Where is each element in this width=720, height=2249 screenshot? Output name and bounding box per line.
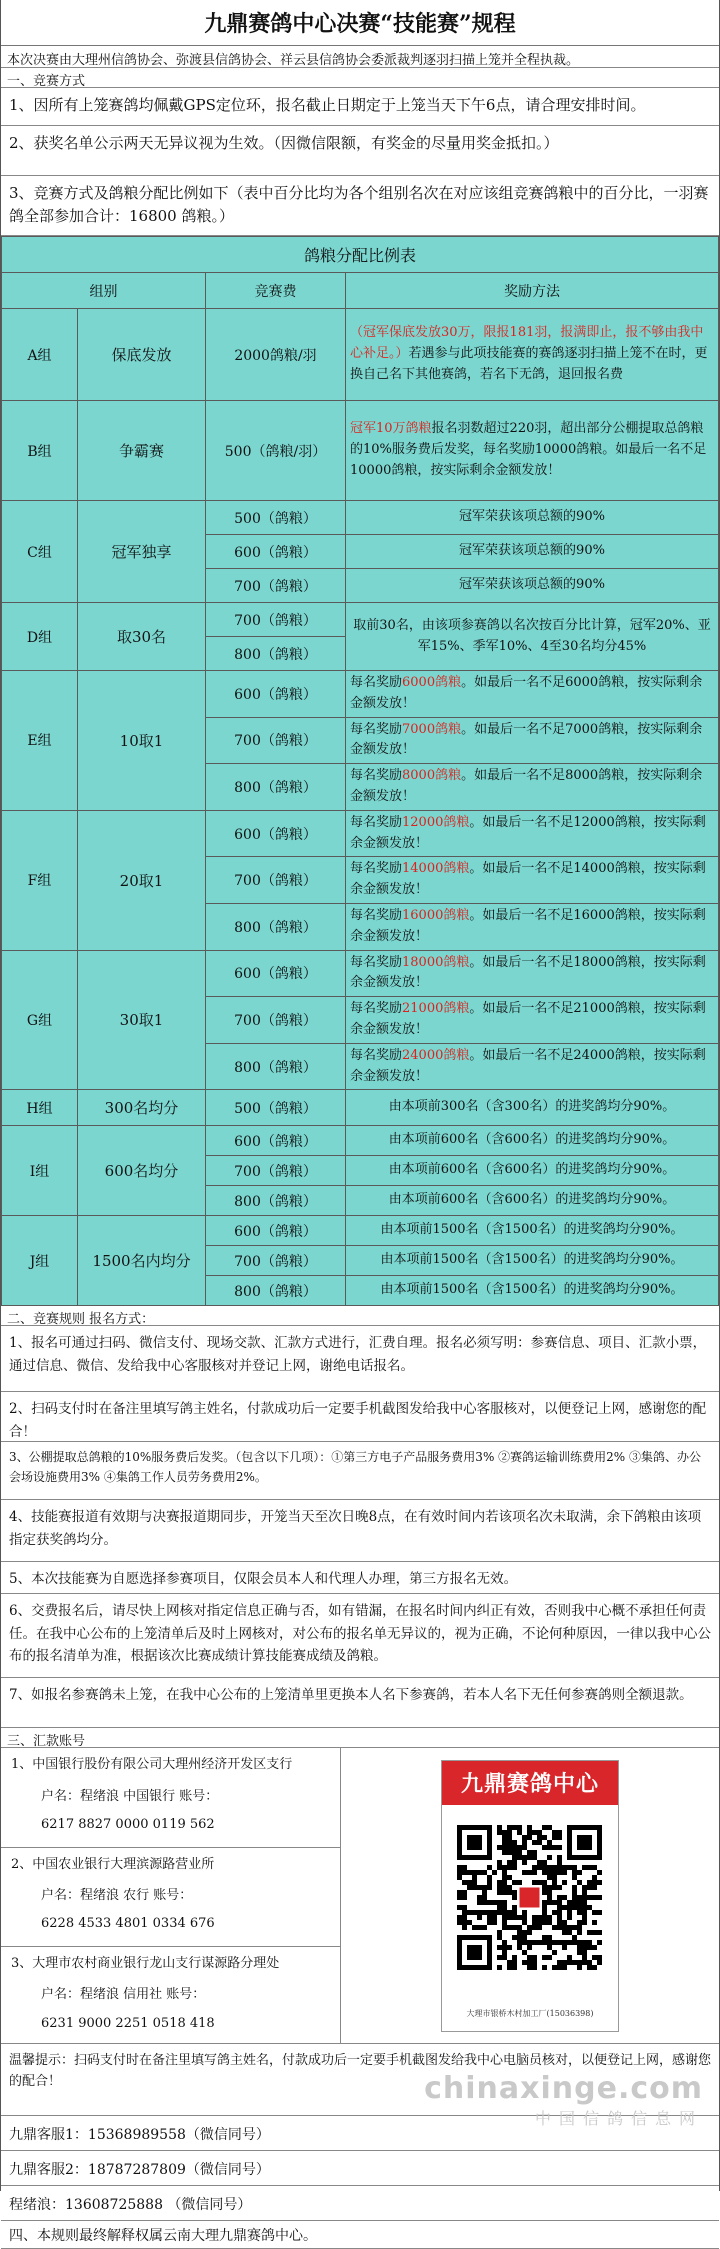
reward-cell bbox=[346, 857, 719, 904]
reward-cell bbox=[346, 903, 719, 950]
fee-cell: 800（鸽粮） bbox=[206, 764, 346, 811]
header-group: 组别 bbox=[2, 273, 206, 309]
table-row bbox=[2, 501, 719, 535]
table-row bbox=[2, 309, 719, 401]
fee-cell: 500（鸽粮） bbox=[206, 501, 346, 535]
group-id: J组 bbox=[2, 1216, 78, 1306]
fee-cell: 600（鸽粮） bbox=[206, 1216, 346, 1246]
reward-cell bbox=[346, 717, 719, 764]
reward-text: 由本项前1500名（含1500名）的进奖鸽均分90%。 bbox=[380, 1282, 684, 1298]
section3-heading: 三、汇款账号 bbox=[1, 1728, 719, 1748]
fee-cell: 800（鸽粮） bbox=[206, 1043, 346, 1090]
group-id: B组 bbox=[2, 401, 78, 501]
reward-text: 。如最后一名不足8000鸽粮，按实际剩余金额发放！ bbox=[350, 768, 703, 804]
group-id: A组 bbox=[2, 309, 78, 401]
fee-cell: 800（鸽粮） bbox=[206, 637, 346, 671]
watermark-line2: 中国信鸽信息网 bbox=[534, 2109, 703, 2128]
bank-item bbox=[1, 1947, 340, 2037]
group-name: 取30名 bbox=[78, 603, 206, 671]
contact-1: 九鼎客服1：15368989558（微信同号） bbox=[1, 2116, 719, 2151]
reward-highlight: 16000鸽粮 bbox=[402, 907, 470, 923]
reward-cell bbox=[346, 1126, 719, 1156]
reward-highlight: 6000鸽粮 bbox=[402, 675, 462, 690]
section4-text: 四、本规则最终解释权属云南大理九鼎赛鸽中心。 bbox=[1, 2221, 719, 2249]
qr-code-icon[interactable] bbox=[450, 1805, 610, 2005]
reward-highlight: 8000鸽粮 bbox=[402, 768, 462, 784]
qr-title: 九鼎赛鸽中心 bbox=[442, 1761, 618, 1805]
reward-cell bbox=[346, 1043, 719, 1090]
group-name: 冠军独享 bbox=[78, 501, 206, 603]
bank-account: 6228 4533 4801 0334 676 bbox=[41, 1916, 215, 1932]
reward-text: 。如最后一名不足7000鸽粮，按实际剩余金额发放！ bbox=[350, 721, 703, 758]
reward-prefix: 每名奖励 bbox=[350, 861, 403, 877]
reward-prefix: 每名奖励 bbox=[350, 814, 403, 830]
fee-cell: 700（鸽粮） bbox=[206, 569, 346, 603]
rule-5: 5、本次技能赛为自愿选择参赛项目，仅限会员本人和代理人办理，第三方报名无效。 bbox=[1, 1562, 719, 1594]
bank-name: 1、中国银行股份有限公司大理州经济开发区支行 bbox=[11, 1757, 293, 1773]
reward-cell bbox=[346, 1156, 719, 1186]
contact-3: 程绪浪：13608725888 （微信同号） bbox=[1, 2186, 719, 2221]
fee-cell: 700（鸽粮） bbox=[206, 1246, 346, 1276]
contact-2: 九鼎客服2：18787287809（微信同号） bbox=[1, 2151, 719, 2186]
header-fee: 竞赛费 bbox=[206, 273, 346, 309]
group-name: 1500名内均分 bbox=[78, 1216, 206, 1306]
section1-p2: 2、获奖名单公示两天无异议视为生效。（因微信限额，有奖金的尽量用奖金抵扣。） bbox=[1, 126, 719, 176]
reward-text: 由本项前1500名（含1500名）的进奖鸽均分90%。 bbox=[380, 1222, 684, 1238]
reward-text: 。如最后一名不足6000鸽粮，按实际剩余金额发放！ bbox=[350, 675, 703, 711]
reward-highlight: 12000鸽粮 bbox=[402, 814, 470, 830]
bank-holder: 户名：程绪浪 农行 账号： bbox=[41, 1888, 193, 1903]
watermark-line1: chinaxinge.com bbox=[424, 2071, 703, 2106]
reward-cell bbox=[346, 997, 719, 1044]
reward-cell bbox=[346, 764, 719, 811]
reward-text: 。如最后一名不足18000鸽粮，按实际剩余金额发放！ bbox=[350, 954, 706, 991]
table-row bbox=[2, 603, 719, 637]
table-row bbox=[2, 401, 719, 501]
watermark bbox=[424, 2071, 703, 2129]
reward-text: 。如最后一名不足24000鸽粮，按实际剩余金额发放！ bbox=[350, 1047, 706, 1084]
bank-name: 2、中国农业银行大理滨源路营业所 bbox=[11, 1856, 215, 1872]
group-id: I组 bbox=[2, 1126, 78, 1216]
fee-cell: 2000鸽粮/羽 bbox=[206, 309, 346, 401]
reward-highlight: 冠军10万鸽粮 bbox=[350, 421, 432, 437]
qr-area bbox=[341, 1748, 719, 2043]
reward-highlight: 24000鸽粮 bbox=[402, 1047, 470, 1063]
reward-prefix: 每名奖励 bbox=[350, 1001, 403, 1017]
qr-caption: 大理市银桥木村加工厂(15036398) bbox=[466, 2008, 594, 2018]
reward-highlight: （冠军保底发放30万，限报181羽，报满即止，报不够由我中心补足。） bbox=[350, 325, 704, 362]
group-name: 300名均分 bbox=[78, 1090, 206, 1126]
reward-cell bbox=[346, 1246, 719, 1276]
fee-cell: 700（鸽粮） bbox=[206, 997, 346, 1044]
reward-text: 冠军荣获该项总额的90% bbox=[459, 577, 605, 593]
reward-text: 冠军荣获该项总额的90% bbox=[459, 509, 605, 525]
table-caption: 鸽粮分配比例表 bbox=[2, 237, 719, 273]
reward-highlight: 7000鸽粮 bbox=[402, 721, 462, 737]
reward-highlight: 14000鸽粮 bbox=[402, 861, 470, 877]
fee-cell: 700（鸽粮） bbox=[206, 603, 346, 637]
table-row bbox=[2, 950, 719, 997]
table-row bbox=[2, 1216, 719, 1246]
bank-item bbox=[1, 1848, 340, 1947]
group-name: 20取1 bbox=[78, 810, 206, 950]
group-name: 争霸赛 bbox=[78, 401, 206, 501]
reward-cell bbox=[346, 671, 719, 718]
section2-heading: 二、竞赛规则 报名方式： bbox=[1, 1306, 719, 1326]
reward-cell bbox=[346, 1186, 719, 1216]
rule-1: 1、报名可通过扫码、微信支付、现场交款、汇款方式进行，汇费自理。报名必须写明：参赛信息、项目、汇款小票，通过信息、微信、发给我中心客服核对并登记上网，谢绝电话报名。 bbox=[1, 1326, 719, 1392]
reward-cell bbox=[346, 810, 719, 857]
reward-cell bbox=[346, 501, 719, 535]
reward-text: 由本项前600名（含600名）的进奖鸽均分90%。 bbox=[388, 1192, 676, 1208]
bank-list bbox=[1, 1748, 341, 2043]
reward-text: 。如最后一名不足16000鸽粮，按实际剩余金额发放！ bbox=[350, 907, 706, 944]
rule-4: 4、技能赛报道有效期与决赛报道期同步，开笼当天至次日晚8点，在有效时间内若该项名次未取满，余下鸽粮由该项指定获奖鸽均分。 bbox=[1, 1500, 719, 1562]
reward-text: 取前30名，由该项参赛鸽以名次按百分比计算，冠军20%、亚军15%、季军10%、4至30名均分45% bbox=[353, 617, 711, 654]
reward-prefix: 每名奖励 bbox=[350, 954, 403, 970]
section1-p3: 3、竞赛方式及鸽粮分配比例如下（表中百分比均为各个组别名次在对应该组竞赛鸽粮中的百分比，一羽赛鸽全部参加合计：16800 鸽粮。） bbox=[1, 176, 719, 236]
section1-heading: 一、竞赛方式 bbox=[1, 68, 719, 88]
fee-cell: 700（鸽粮） bbox=[206, 1156, 346, 1186]
fee-cell: 600（鸽粮） bbox=[206, 950, 346, 997]
group-name: 10取1 bbox=[78, 671, 206, 811]
group-name: 600名均分 bbox=[78, 1126, 206, 1216]
reward-prefix: 每名奖励 bbox=[350, 907, 403, 923]
distribution-table bbox=[1, 236, 719, 1306]
reward-text: 由本项前600名（含600名）的进奖鸽均分90%。 bbox=[388, 1132, 676, 1148]
table-row bbox=[2, 1126, 719, 1156]
group-id: C组 bbox=[2, 501, 78, 603]
bank-holder: 户名：程绪浪 信用社 账号： bbox=[41, 1987, 206, 2003]
group-id: H组 bbox=[2, 1090, 78, 1126]
fee-cell: 600（鸽粮） bbox=[206, 671, 346, 718]
table-row bbox=[2, 810, 719, 857]
reward-cell bbox=[346, 603, 719, 671]
qr-card bbox=[441, 1760, 619, 2032]
reward-cell bbox=[346, 950, 719, 997]
reward-highlight: 18000鸽粮 bbox=[402, 954, 470, 970]
reward-cell bbox=[346, 1090, 719, 1126]
warm-tip: 温馨提示：扫码支付时在备注里填写鸽主姓名，付款成功后一定要手机截图发给我中心电脑员核对，以便登记上网，感谢您的配合！ bbox=[1, 2044, 719, 2116]
rule-2: 2、扫码支付时在备注里填写鸽主姓名，付款成功后一定要手机截图发给我中心客服核对，以便登记上网，感谢您的配合！ bbox=[1, 1392, 719, 1442]
reward-cell bbox=[346, 535, 719, 569]
reward-text: 。如最后一名不足12000鸽粮，按实际剩余金额发放！ bbox=[350, 814, 706, 851]
bank-holder: 户名：程绪浪 中国银行 账号： bbox=[41, 1788, 219, 1804]
table-row bbox=[2, 671, 719, 718]
reward-prefix: 每名奖励 bbox=[350, 768, 403, 784]
reward-cell bbox=[346, 569, 719, 603]
page-title: 九鼎赛鸽中心决赛“技能赛”规程 bbox=[1, 0, 719, 46]
group-id: D组 bbox=[2, 603, 78, 671]
reward-text: 。如最后一名不足21000鸽粮，按实际剩余金额发放！ bbox=[350, 1001, 706, 1037]
fee-cell: 700（鸽粮） bbox=[206, 717, 346, 764]
fee-cell: 600（鸽粮） bbox=[206, 535, 346, 569]
rules-section bbox=[1, 1306, 719, 1728]
reward-text: 报名羽数超过220羽，超出部分公棚提取总鸽粮的10%服务费后发奖，每名奖励10000鸽粮。如最后一名不足10000鸽粮，按实际剩余金额发放！ bbox=[350, 421, 707, 478]
remittance-section bbox=[1, 1748, 719, 2044]
bank-item bbox=[1, 1748, 340, 1847]
group-name: 30取1 bbox=[78, 950, 206, 1090]
fee-cell: 500（鸽粮/羽） bbox=[206, 401, 346, 501]
fee-cell: 800（鸽粮） bbox=[206, 1186, 346, 1216]
reward-prefix: 每名奖励 bbox=[350, 1047, 403, 1063]
reward-cell bbox=[346, 1276, 719, 1306]
reward-prefix: 每名奖励 bbox=[350, 721, 403, 737]
bank-name: 3、大理市农村商业银行龙山支行谋源路分理处 bbox=[11, 1956, 280, 1972]
rule-7: 7、如报名参赛鸽未上笼，在我中心公布的上笼清单里更换本人名下参赛鸽，若本人名下无任何参赛鸽则全额退款。 bbox=[1, 1678, 719, 1728]
reward-cell bbox=[346, 309, 719, 401]
reward-text: 由本项前600名（含600名）的进奖鸽均分90%。 bbox=[388, 1162, 676, 1178]
fee-cell: 700（鸽粮） bbox=[206, 857, 346, 904]
fee-cell: 800（鸽粮） bbox=[206, 903, 346, 950]
reward-text: 由本项前1500名（含1500名）的进奖鸽均分90%。 bbox=[380, 1252, 684, 1268]
intro-text: 本次决赛由大理州信鸽协会、弥渡县信鸽协会、祥云县信鸽协会委派裁判逐羽扫描上笼并全程执裁。 bbox=[1, 46, 719, 68]
reward-text: 由本项前300名（含300名）的进奖鸽均分90%。 bbox=[388, 1099, 676, 1115]
fee-cell: 600（鸽粮） bbox=[206, 1126, 346, 1156]
rule-6: 6、交费报名后，请尽快上网核对指定信息正确与否，如有错漏，在报名时间内纠正有效，否则我中心概不承担任何责任。在我中心公布的上笼清单后及时上网核对，对公布的报名单无异议的，视为正确，不论何种原因，一律以我中心公布的报名清单为准，根据该次比赛成绩计算技能赛成绩及鸽粮。 bbox=[1, 1594, 719, 1678]
group-id: F组 bbox=[2, 810, 78, 950]
reward-cell bbox=[346, 401, 719, 501]
reward-text: 若遇参与此项技能赛的赛鸽逐羽扫描上笼不在时，更换自己名下其他赛鸽，若名下无鸽，退回报名费 bbox=[350, 346, 708, 382]
reward-text: 。如最后一名不足14000鸽粮，按实际剩余金额发放！ bbox=[350, 861, 706, 898]
reward-prefix: 每名奖励 bbox=[350, 675, 403, 690]
reward-highlight: 21000鸽粮 bbox=[402, 1001, 470, 1017]
table-row bbox=[2, 1090, 719, 1126]
group-name: 保底发放 bbox=[78, 309, 206, 401]
section1-p1: 1、因所有上笼赛鸽均佩戴GPS定位环，报名截止日期定于上笼当天下午6点，请合理安排时间。 bbox=[1, 88, 719, 126]
group-id: E组 bbox=[2, 671, 78, 811]
reward-cell bbox=[346, 1216, 719, 1246]
rule-3: 3、公棚提取总鸽粮的10%服务费后发奖。（包含以下几项）：①第三方电子产品服务费用3% ②赛鸽运输训练费用2% ③集鸽、办公会场设施费用3% ④集鸽工作人员劳务费用2%。 bbox=[1, 1442, 719, 1500]
bank-account: 6231 9000 2251 0518 418 bbox=[41, 2015, 215, 2031]
group-id: G组 bbox=[2, 950, 78, 1090]
fee-cell: 800（鸽粮） bbox=[206, 1276, 346, 1306]
header-reward: 奖励方法 bbox=[346, 273, 719, 309]
fee-cell: 500（鸽粮） bbox=[206, 1090, 346, 1126]
reward-text: 冠军荣获该项总额的90% bbox=[459, 543, 605, 559]
bank-account: 6217 8827 0000 0119 562 bbox=[41, 1816, 215, 1832]
fee-cell: 600（鸽粮） bbox=[206, 810, 346, 857]
